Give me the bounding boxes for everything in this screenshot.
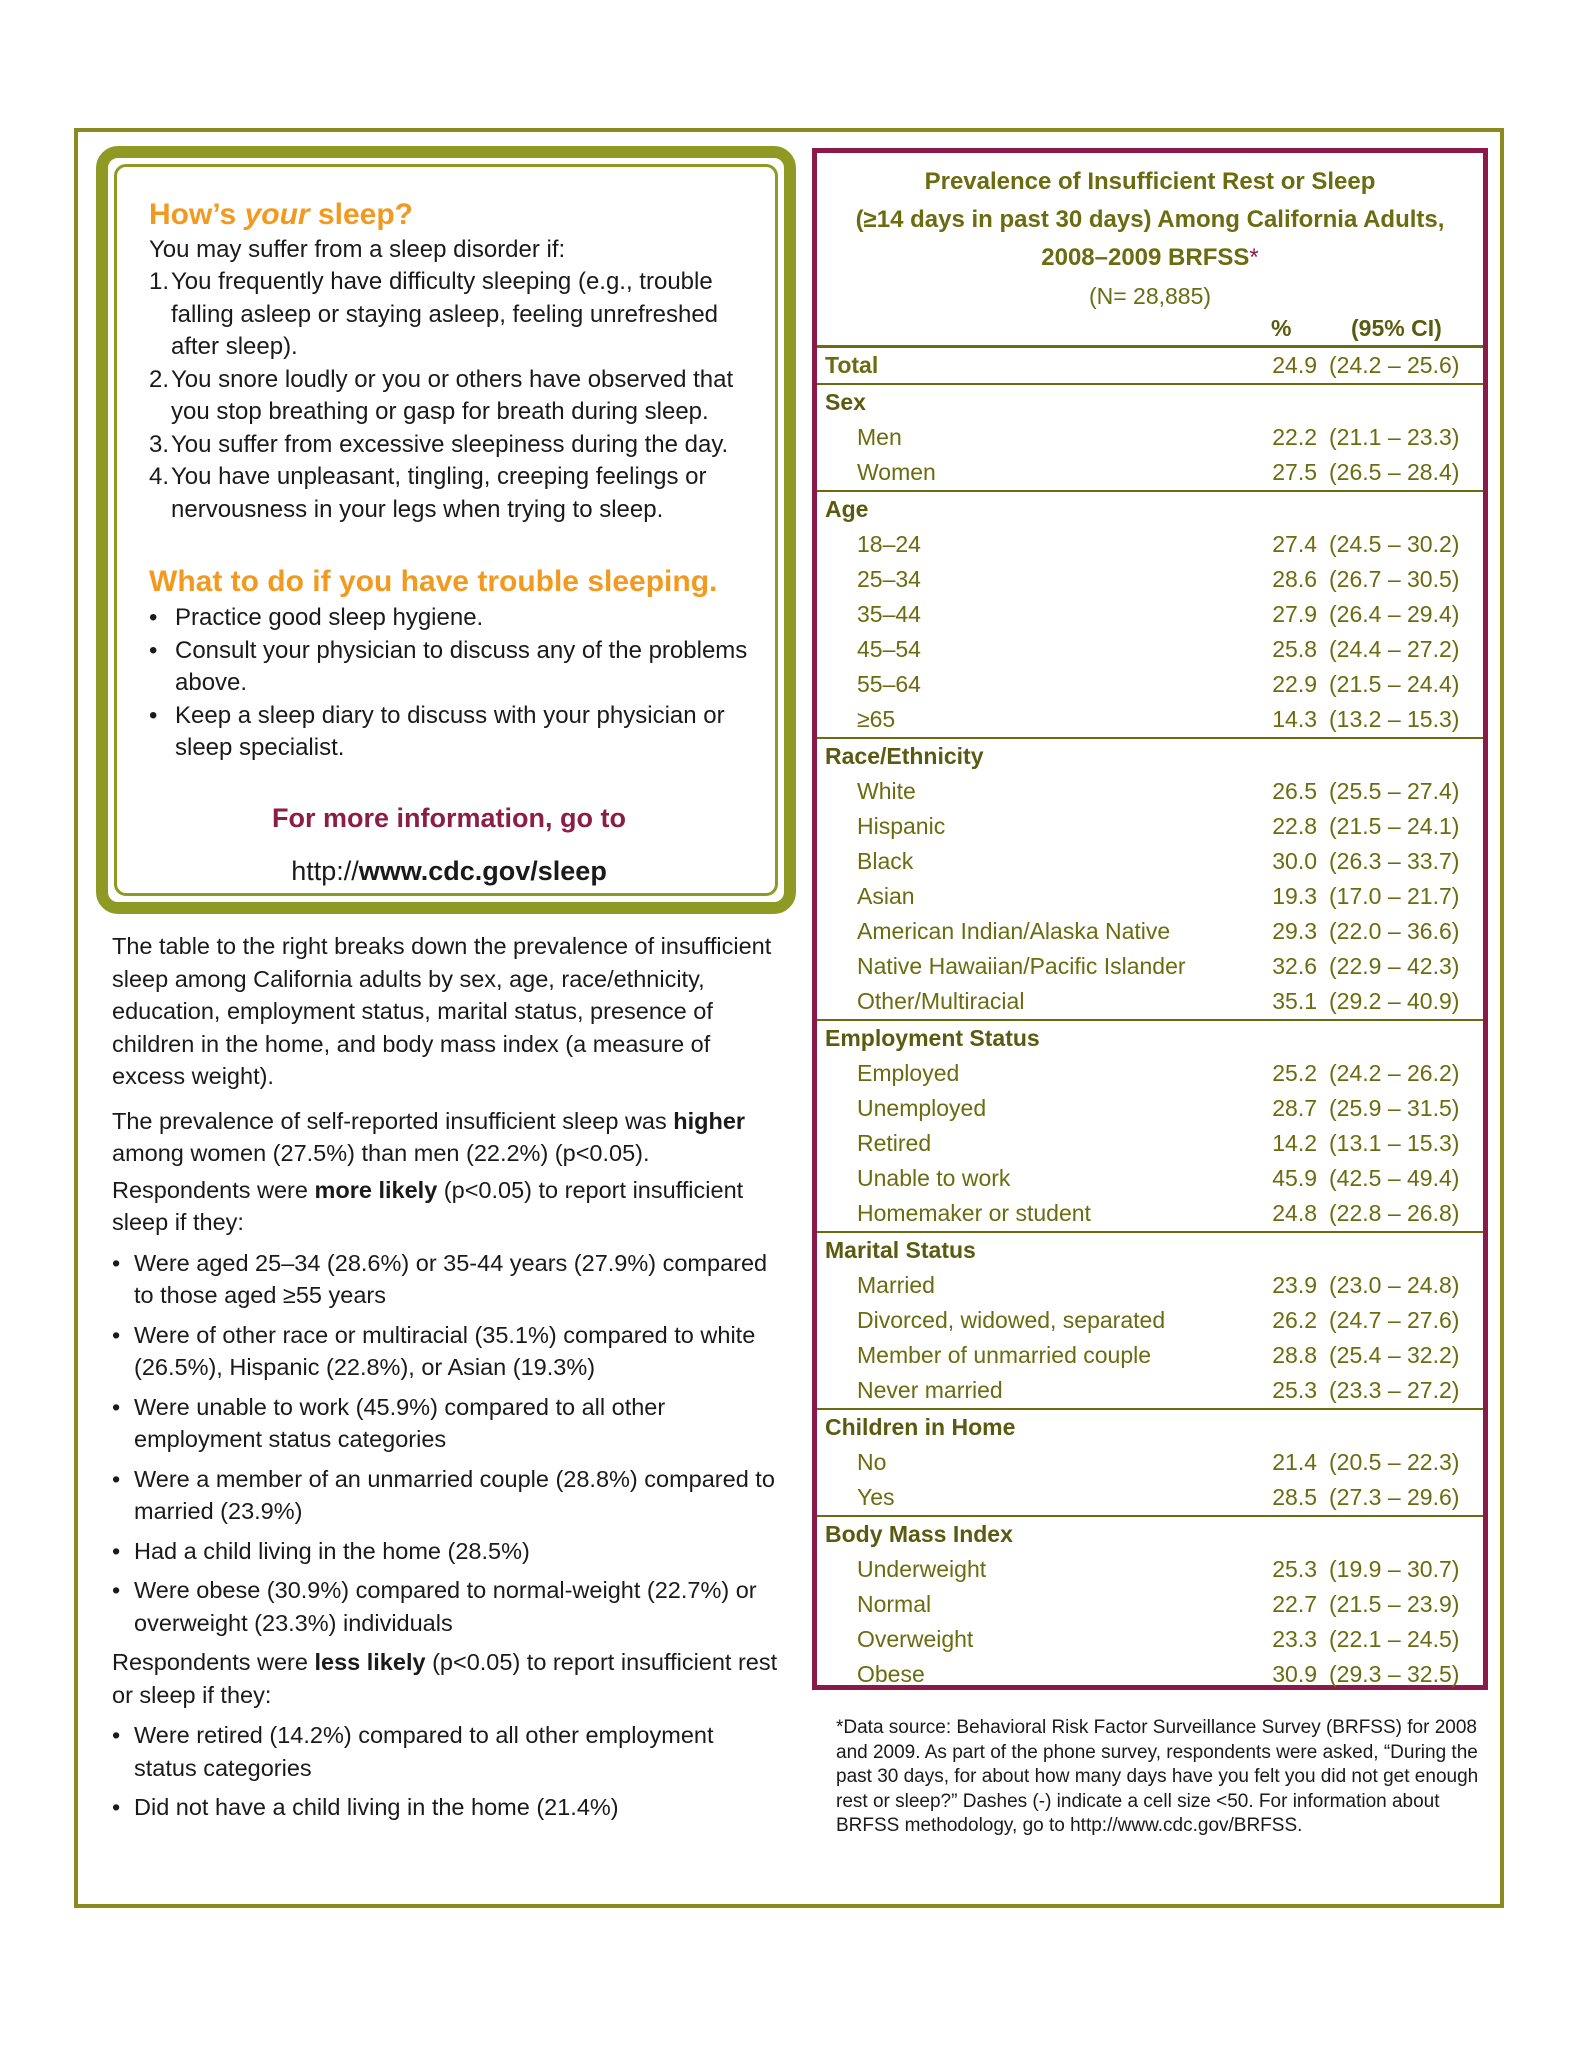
finding-text: Did not have a child living in the home (21.4%) (134, 1794, 619, 1820)
table-groups (817, 383, 1483, 1692)
finding-item (112, 1791, 782, 1824)
row-percent: 27.4 (1272, 531, 1317, 557)
row-percent: 28.7 (1272, 1095, 1317, 1121)
table-category (817, 385, 1483, 420)
table-row (817, 1622, 1483, 1657)
todo-item-text: Keep a sleep diary to discuss with your physician or sleep specialist. (175, 701, 725, 761)
finding-text: Were obese (30.9%) compared to normal-weight (22.7%) or overweight (23.3%) individuals (134, 1577, 757, 1636)
sleep-intro: You may suffer from a sleep disorder if: (149, 236, 566, 263)
row-ci: (21.5 – 24.1) (1329, 813, 1460, 839)
row-label: 25–34 (857, 566, 921, 592)
table-row (817, 455, 1483, 490)
table-title (817, 153, 1483, 277)
category-label: Sex (825, 389, 866, 415)
row-ci: (19.9 – 30.7) (1329, 1556, 1460, 1582)
bullet: • (112, 1537, 121, 1564)
bullet: • (112, 1465, 121, 1492)
bullet: • (112, 1321, 121, 1348)
row-ci: (27.3 – 29.6) (1329, 1484, 1460, 1510)
row-percent: 25.2 (1272, 1060, 1317, 1086)
finding-item (112, 1535, 782, 1568)
table-row (817, 1587, 1483, 1622)
row-ci: (24.7 – 27.6) (1329, 1307, 1460, 1333)
table-column-headers (817, 315, 1483, 345)
item-number: 1. (149, 268, 170, 295)
row-percent: 21.4 (1272, 1449, 1317, 1475)
row-ci: (20.5 – 22.3) (1329, 1449, 1460, 1475)
table-row (817, 420, 1483, 455)
table-row (817, 1303, 1483, 1338)
item-number: 2. (149, 365, 170, 393)
table-category (817, 739, 1483, 774)
todo-item-text: Practice good sleep hygiene. (175, 604, 484, 631)
row-percent: 35.1 (1272, 988, 1317, 1014)
todo-item-text: Consult your physician to discuss any of the problems above. (175, 636, 748, 696)
finding-item (112, 1719, 782, 1784)
row-label: Unable to work (857, 1165, 1011, 1191)
row-label: Obese (857, 1661, 925, 1687)
table-row (817, 1552, 1483, 1587)
row-percent: 28.8 (1272, 1342, 1317, 1368)
row-label: White (857, 778, 916, 804)
category-label: Employment Status (825, 1025, 1040, 1051)
row-label: Asian (857, 883, 915, 909)
more-likely-list (112, 1247, 782, 1640)
row-ci: (23.3 – 27.2) (1329, 1377, 1460, 1403)
sleep-disorder-item (149, 461, 749, 526)
row-percent: 14.2 (1272, 1130, 1317, 1156)
table-row (817, 702, 1483, 737)
todo-heading: What to do if you have trouble sleeping. (149, 565, 718, 598)
row-ci: (26.5 – 28.4) (1329, 459, 1460, 485)
item-text: You snore loudly or you or others have observed that you stop breathing or gasp for breath during sleep. (171, 365, 734, 425)
row-label: 45–54 (857, 636, 921, 662)
table-category (817, 1021, 1483, 1056)
row-percent: 25.3 (1272, 1377, 1317, 1403)
row-percent: 26.2 (1272, 1307, 1317, 1333)
row-percent: 19.3 (1272, 883, 1317, 909)
finding-text: Were retired (14.2%) compared to all other employment status categories (134, 1722, 714, 1781)
less-likely-list (112, 1719, 782, 1824)
finding-item (112, 1247, 782, 1312)
row-label: Married (857, 1272, 935, 1298)
row-ci: (29.3 – 32.5) (1329, 1661, 1460, 1687)
row-label: Black (857, 848, 914, 874)
table-category (817, 1517, 1483, 1552)
row-percent: 27.9 (1272, 601, 1317, 627)
finding-item (112, 1319, 782, 1384)
row-label: Overweight (857, 1626, 974, 1652)
row-percent: 22.2 (1272, 424, 1317, 450)
table-row (817, 527, 1483, 562)
table-row (817, 844, 1483, 879)
row-ci: (23.0 – 24.8) (1329, 1272, 1460, 1298)
row-label: Employed (857, 1060, 960, 1086)
para4-post: (p<0.05) to report insufficient rest or sleep if they: (112, 1649, 778, 1708)
row-label: Women (857, 459, 936, 485)
para3-post: (p<0.05) to report insufficient sleep if they: (112, 1176, 744, 1235)
row-ci: (24.4 – 27.2) (1329, 636, 1460, 662)
sleep-info-inner (114, 164, 778, 896)
less-likely-paragraph (112, 1646, 782, 1711)
item-text: You have unpleasant, tingling, creeping feelings or nervousness in your legs when trying to sleep. (171, 463, 707, 523)
row-ci: (17.0 – 21.7) (1329, 883, 1460, 909)
table-row (817, 1126, 1483, 1161)
row-ci: (26.3 – 33.7) (1329, 848, 1460, 874)
row-percent: 30.9 (1272, 1661, 1317, 1687)
table-category (817, 1410, 1483, 1445)
category-label: Body Mass Index (825, 1521, 1013, 1547)
row-percent: 32.6 (1272, 953, 1317, 979)
row-label: Men (857, 424, 902, 450)
row-label: Normal (857, 1591, 932, 1617)
finding-text: Had a child living in the home (28.5%) (134, 1537, 530, 1564)
row-percent: 45.9 (1272, 1165, 1317, 1191)
row-label: Underweight (857, 1556, 987, 1582)
prevalence-paragraph (112, 1105, 782, 1170)
cdc-sleep-link[interactable] (149, 856, 749, 887)
sleep-disorder-item (149, 429, 749, 462)
sleep-disorder-item (149, 364, 749, 429)
row-ci: (21.5 – 23.9) (1329, 1591, 1460, 1617)
row-percent: 22.7 (1272, 1591, 1317, 1617)
table-row (817, 1480, 1483, 1515)
table-sample-size: (N= 28,885) (1088, 283, 1212, 309)
table-title-line1: Prevalence of Insufficient Rest or Sleep (924, 168, 1376, 195)
table-row (817, 597, 1483, 632)
todo-list (149, 602, 749, 765)
row-label: 55–64 (857, 671, 921, 697)
table-row (817, 809, 1483, 844)
todo-item (149, 700, 749, 765)
row-ci: (24.5 – 30.2) (1329, 531, 1460, 557)
para2-post: among women (27.5%) than men (22.2%) (p<0.05). (112, 1140, 650, 1166)
table-row (817, 1657, 1483, 1692)
finding-text: Were aged 25–34 (28.6%) or 35-44 years (27.9%) compared to those aged ≥55 years (134, 1249, 768, 1308)
category-label: Children in Home (825, 1414, 1016, 1440)
row-ci: (25.4 – 32.2) (1329, 1342, 1460, 1368)
table-title-asterisk: * (1249, 244, 1259, 271)
row-ci: (22.1 – 24.5) (1329, 1626, 1460, 1652)
finding-text: Were unable to work (45.9%) compared to all other employment status categories (134, 1393, 666, 1452)
row-label: Retired (857, 1130, 932, 1156)
todo-item (149, 635, 749, 700)
table-row (817, 562, 1483, 597)
row-percent: 26.5 (1272, 778, 1317, 804)
url-prefix: http:// (291, 855, 359, 886)
category-label: Age (825, 496, 869, 522)
category-label: Marital Status (825, 1237, 976, 1263)
row-percent: 24.9 (1272, 352, 1317, 378)
row-label: Homemaker or student (857, 1200, 1091, 1226)
row-percent: 22.9 (1272, 671, 1317, 697)
table-row (817, 914, 1483, 949)
bullet: • (112, 1794, 121, 1820)
sleep-heading-pre: How’s (149, 198, 245, 231)
row-ci: (22.8 – 26.8) (1329, 1200, 1460, 1226)
row-percent: 28.5 (1272, 1484, 1317, 1510)
row-ci: (21.5 – 24.4) (1329, 671, 1460, 697)
table-row (817, 1373, 1483, 1408)
row-label: 35–44 (857, 601, 921, 627)
row-ci: (25.5 – 27.4) (1329, 778, 1460, 804)
prevalence-table (812, 148, 1488, 1690)
row-ci: (42.5 – 49.4) (1329, 1165, 1460, 1191)
row-percent: 23.3 (1272, 1626, 1317, 1652)
para3-pre: Respondents were (112, 1176, 315, 1203)
left-body-text (112, 930, 782, 1831)
bullet: • (149, 604, 158, 631)
row-percent: 25.8 (1272, 636, 1317, 662)
intro-paragraph: The table to the right breaks down the prevalence of insufficient sleep among California adults by sex, age, race/ethnicity, education, employment status, marital status, presence of children in the home, and body mass index (a measure of excess weight). (112, 933, 772, 1089)
sleep-heading-post: sleep? (309, 198, 413, 231)
para2-bold: higher (673, 1107, 746, 1134)
sleep-disorder-item (149, 266, 749, 364)
row-ci: (13.1 – 15.3) (1329, 1130, 1460, 1156)
row-ci: (26.4 – 29.4) (1329, 601, 1460, 627)
finding-text: Were of other race or multiracial (35.1%) compared to white (26.5%), Hispanic (22.8%), or Asian (19.3%) (134, 1321, 756, 1380)
row-label: Total (825, 352, 879, 378)
row-label: ≥65 (857, 706, 896, 732)
column-header-ci: (95% CI) (1351, 315, 1442, 341)
row-label: Never married (857, 1377, 1003, 1403)
para3-bold: more likely (314, 1176, 438, 1203)
row-ci: (21.1 – 23.3) (1329, 424, 1460, 450)
row-percent: 14.3 (1272, 706, 1317, 732)
row-ci: (26.7 – 30.5) (1329, 566, 1460, 592)
row-ci: (22.9 – 42.3) (1329, 953, 1460, 979)
para2-pre: The prevalence of self-reported insufficient sleep was (112, 1107, 674, 1134)
table-row (817, 774, 1483, 809)
table-row (817, 949, 1483, 984)
finding-item (112, 1574, 782, 1639)
table-row (817, 879, 1483, 914)
column-header-percent: % (1271, 315, 1292, 341)
table-row (817, 632, 1483, 667)
table-row (817, 1196, 1483, 1231)
row-percent: 28.6 (1272, 566, 1317, 592)
sleep-disorder-list (149, 266, 749, 526)
row-label: Native Hawaiian/Pacific Islander (857, 953, 1186, 979)
data-source-footnote: *Data source: Behavioral Risk Factor Surveillance Survey (BRFSS) for 2008 and 2009. As part of the phone survey, respondents were asked, “During the past 30 days, for about how many days have you felt you did not get enough rest or sleep?” Dashes (-) indicate a cell size <50. For information about BRFSS methodology, go to http://www.cdc.gov/BRFSS. (836, 1717, 1479, 1836)
row-ci: (22.0 – 36.6) (1329, 918, 1460, 944)
bullet: • (149, 701, 158, 729)
finding-item (112, 1463, 782, 1528)
row-ci: (25.9 – 31.5) (1329, 1095, 1460, 1121)
item-number: 3. (149, 430, 170, 458)
item-text: You frequently have difficulty sleeping (e.g., trouble falling asleep or staying asleep, feeling unrefreshed after sleep). (171, 268, 719, 360)
row-label: 18–24 (857, 531, 921, 557)
row-ci: (24.2 – 26.2) (1329, 1060, 1460, 1086)
table-category (817, 492, 1483, 527)
bullet: • (112, 1722, 121, 1748)
table-row (817, 984, 1483, 1019)
row-ci: (13.2 – 15.3) (1329, 706, 1460, 732)
row-percent: 22.8 (1272, 813, 1317, 839)
row-ci: (24.2 – 25.6) (1329, 352, 1460, 378)
sleep-info-box (96, 146, 796, 914)
row-label: Unemployed (857, 1095, 987, 1121)
row-label: Divorced, widowed, separated (857, 1307, 1166, 1333)
row-label: Other/Multiracial (857, 988, 1025, 1014)
table-title-line3-text: 2008–2009 BRFSS (1041, 244, 1250, 271)
table-row (817, 1091, 1483, 1126)
todo-item (149, 602, 749, 635)
table-row (817, 1338, 1483, 1373)
bullet: • (112, 1393, 121, 1420)
row-label: Hispanic (857, 813, 946, 839)
bullet: • (149, 636, 158, 664)
url-bold: www.cdc.gov/sleep (358, 855, 607, 886)
table-row (817, 1445, 1483, 1480)
row-ci: (29.2 – 40.9) (1329, 988, 1460, 1014)
sleep-heading (149, 197, 749, 233)
more-likely-paragraph (112, 1174, 782, 1239)
row-label: No (857, 1449, 887, 1475)
row-label: Yes (857, 1484, 895, 1510)
bullet: • (112, 1249, 121, 1276)
row-percent: 25.3 (1272, 1556, 1317, 1582)
row-label: Member of unmarried couple (857, 1342, 1152, 1368)
row-percent: 27.5 (1272, 459, 1317, 485)
row-percent: 24.8 (1272, 1200, 1317, 1226)
row-percent: 23.9 (1272, 1272, 1317, 1298)
category-label: Race/Ethnicity (825, 743, 984, 769)
para4-pre: Respondents were (112, 1649, 315, 1675)
table-title-line2: (≥14 days in past 30 days) Among California Adults, (855, 206, 1445, 233)
more-info-text: For more information, go to (272, 802, 626, 833)
row-label: American Indian/Alaska Native (857, 918, 1171, 944)
row-percent: 29.3 (1272, 918, 1317, 944)
sleep-heading-em: your (244, 198, 310, 231)
table-row (817, 1268, 1483, 1303)
table-row (817, 1056, 1483, 1091)
table-category (817, 1233, 1483, 1268)
para4-bold: less likely (314, 1649, 426, 1675)
row-percent: 30.0 (1272, 848, 1317, 874)
table-title-line3 (817, 239, 1483, 277)
finding-item (112, 1391, 782, 1456)
bullet: • (112, 1577, 121, 1603)
finding-text: Were a member of an unmarried couple (28.8%) compared to married (23.9%) (134, 1465, 775, 1524)
item-number: 4. (149, 463, 170, 490)
item-text: You suffer from excessive sleepiness during the day. (171, 430, 729, 458)
table-row-total (817, 348, 1483, 383)
table-row (817, 667, 1483, 702)
table-row (817, 1161, 1483, 1196)
